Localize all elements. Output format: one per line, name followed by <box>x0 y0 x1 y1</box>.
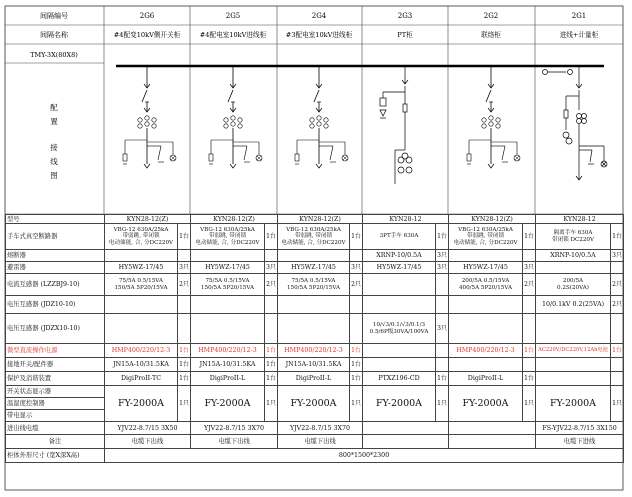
line: 75/5A 0.5/15VA <box>205 278 250 285</box>
cell-value <box>449 224 523 250</box>
cell-value <box>105 250 178 262</box>
row-label: 带电显示 <box>6 410 105 422</box>
column-code: 2G1 <box>571 12 587 20</box>
row-label: 接地开关/配件器 <box>6 358 105 372</box>
column-code: 2G6 <box>139 12 155 20</box>
cell-value <box>363 344 436 358</box>
cell-qty: 1台 <box>611 224 624 250</box>
cell-qty: 3只 <box>436 314 449 344</box>
row-label: 熔断器 <box>6 250 105 262</box>
row-label: 型号 <box>6 215 105 224</box>
line: 带弱跳, 带闭锁 <box>122 233 160 240</box>
column-name: 进线+计量柜 <box>559 31 599 39</box>
cell-value: FY-2000A <box>191 386 265 422</box>
table-row-model <box>6 215 624 224</box>
cell-qty: 1台 <box>265 344 278 358</box>
cell-value <box>449 314 523 344</box>
table-row-protection <box>6 372 624 386</box>
line: 电动储能, 合, 分DC220V <box>108 239 174 246</box>
line: VBG-12 630A/25kA <box>113 227 169 234</box>
cell-value: HY5WZ-17/45 <box>105 262 178 274</box>
line: 电动储能, 合, 分DC220V <box>453 239 518 246</box>
cell-value <box>449 250 523 262</box>
cell-value: 电缆下出线 <box>191 435 278 449</box>
cell-value: HMP400/220/12-3 <box>105 344 178 358</box>
table-row-size <box>6 449 624 463</box>
table-row-dc-power <box>6 344 624 358</box>
cell-value: KYN28-12(Z) <box>449 215 536 224</box>
cell-value: 800*1500*2300 <box>105 449 624 463</box>
diagram-label-char: 接 <box>50 143 58 152</box>
cell-value: DigiProII-L <box>449 372 523 386</box>
cell-value <box>191 274 265 296</box>
cell-qty: 2只 <box>350 274 363 296</box>
feeder-2G5 <box>209 66 262 168</box>
line: 隔离手车 630A <box>553 230 593 237</box>
cell-value: 电缆下出线 <box>105 435 191 449</box>
cell-qty <box>178 250 191 262</box>
row-label: 保护及消谐装置 <box>6 372 105 386</box>
cell-value: FY-2000A <box>536 386 611 422</box>
cell-value <box>536 372 611 386</box>
column-name: 联络柜 <box>481 31 501 39</box>
cell-qty: 1台 <box>523 344 536 358</box>
cell-value: KYN28-12(Z) <box>191 215 278 224</box>
cell-qty: 1台 <box>611 344 624 358</box>
line: 带弱跳, 带闭锁 <box>466 233 505 240</box>
cell-qty <box>523 250 536 262</box>
cell-qty <box>265 250 278 262</box>
cell-value: 10/0.1kV 0.2(25VA) <box>536 296 611 314</box>
cell-qty: 2只 <box>611 274 624 296</box>
row-label: 备注 <box>6 435 105 449</box>
cell-value <box>363 296 436 314</box>
cell-value <box>536 224 611 250</box>
cell-qty: 1台 <box>178 224 191 250</box>
cell-qty <box>436 274 449 296</box>
cell-value <box>191 296 265 314</box>
table-row-fuse <box>6 250 624 262</box>
column-name: #3配电室10kV进线柜 <box>285 31 353 39</box>
cell-qty <box>611 358 624 372</box>
cell-value: YJV22-8.7/15 3X70 <box>278 422 363 435</box>
cell-qty: 1台 <box>350 372 363 386</box>
cell-qty: 1台 <box>178 372 191 386</box>
column-code: 2G5 <box>225 12 241 20</box>
cell-value: HY5WZ-17/45 <box>191 262 265 274</box>
cell-qty <box>350 296 363 314</box>
cell-value <box>536 262 611 274</box>
cell-value <box>536 314 611 344</box>
table-row-ct <box>6 274 624 296</box>
line: 150/5A 5P20/15VA <box>114 284 168 291</box>
column-code: 2G3 <box>397 12 413 20</box>
line: VBG-12 630A/25kA <box>286 227 341 234</box>
line: 75/5A 0.5/15VA <box>119 278 163 285</box>
code-row-label: 间隔编号 <box>40 12 68 20</box>
cell-value <box>363 435 449 449</box>
diagram-label-char: 线 <box>50 157 58 166</box>
cell-value <box>278 296 350 314</box>
cell-value: AC220V/DC220V,12Ah电池 <box>536 344 611 358</box>
row-label: 避雷器 <box>6 262 105 274</box>
cell-value: 电缆下进线 <box>536 435 624 449</box>
cell-qty <box>523 358 536 372</box>
cell-value: FY-2000A <box>278 386 350 422</box>
feeder-2G6 <box>123 66 176 168</box>
cell-value <box>363 314 436 344</box>
row-label: 电压互感器 (JDZ10-10) <box>6 296 105 314</box>
cell-value: DigiProII-L <box>191 372 265 386</box>
cell-qty: 1台 <box>265 372 278 386</box>
diagram-label-char: 图 <box>50 171 58 180</box>
line: 150/5A 5P20/15VA <box>200 284 255 291</box>
cell-qty <box>436 358 449 372</box>
cell-value: YJV22-8.7/15 3X70 <box>191 422 278 435</box>
cell-qty <box>265 314 278 344</box>
line: VBG-12 630A/25kA <box>458 227 513 234</box>
cell-qty <box>265 296 278 314</box>
name-row-label: 间隔名称 <box>40 31 68 39</box>
cell-value <box>363 274 436 296</box>
equipment-spec-table <box>5 214 624 463</box>
cell-value: KYN28-12(Z) <box>278 215 363 224</box>
cell-qty: 1台 <box>178 344 191 358</box>
line: 0.2S(20VA) <box>557 284 589 291</box>
cell-value: XRNP-10/0.5A <box>363 250 436 262</box>
cell-value <box>449 358 523 372</box>
cell-value <box>278 250 350 262</box>
cell-value <box>191 314 265 344</box>
line: 75/5A 0.5/15VA <box>291 278 336 285</box>
cell-value <box>449 435 536 449</box>
cell-qty: 2只 <box>265 274 278 296</box>
diagram-label-char: 配 <box>50 103 58 112</box>
cell-qty: 1只 <box>611 386 624 422</box>
cell-value: 电缆下出线 <box>278 435 363 449</box>
cell-qty <box>178 314 191 344</box>
cell-value: HY5WZ-17/45 <box>363 262 436 274</box>
cell-value: PTXZ196-CD <box>363 372 436 386</box>
cell-value: KYN28-12(Z) <box>105 215 191 224</box>
cell-qty <box>523 314 536 344</box>
cell-value: JN15A-10/31.5KA <box>278 358 350 372</box>
cell-qty: 1只 <box>350 386 363 422</box>
cell-value <box>191 250 265 262</box>
incoming-feeder-2G1 <box>543 66 608 180</box>
cell-qty: 3只 <box>436 262 449 274</box>
cell-qty: 2只 <box>523 274 536 296</box>
cell-qty: 1只 <box>178 386 191 422</box>
line: 10/√3/0.1/√3/0.1/3 <box>372 322 426 329</box>
cell-qty <box>611 372 624 386</box>
cell-qty: 2只 <box>611 296 624 314</box>
cell-qty: 1台 <box>436 372 449 386</box>
cell-value <box>363 224 436 250</box>
table-row-status-display <box>6 386 624 398</box>
cell-qty: 1台 <box>523 372 536 386</box>
cell-value: YJV22-8.7/15 3X50 <box>105 422 191 435</box>
cell-qty: 2只 <box>178 274 191 296</box>
cell-value <box>105 224 178 250</box>
row-label: 电压互感器 (JDZX10-10) <box>6 314 105 344</box>
cell-qty: 3只 <box>265 262 278 274</box>
row-label: 开关状态显示器 <box>6 386 105 398</box>
cell-value <box>363 422 449 435</box>
cell-value <box>105 314 178 344</box>
cell-value <box>278 314 350 344</box>
row-label: 温湿度控制器 <box>6 398 105 410</box>
cell-value: JN15A-10/31.5KA <box>191 358 265 372</box>
column-code: 2G4 <box>311 12 327 20</box>
cell-qty <box>350 314 363 344</box>
cell-qty: 1台 <box>350 224 363 250</box>
row-label: 进出线电缆 <box>6 422 105 435</box>
line: 带闭锁 DC220V <box>551 236 595 243</box>
cell-value: KYN28-12 <box>536 215 624 224</box>
table-row-breaker <box>6 224 624 250</box>
cell-value: DigiProII-L <box>278 372 350 386</box>
line: 0.5/6P级30VA/100VA <box>369 328 429 335</box>
cell-value: HY5WZ-17/45 <box>278 262 350 274</box>
cell-value <box>105 296 178 314</box>
cell-value: HMP400/220/12-3 <box>191 344 265 358</box>
row-label: 微型直流操作电源 <box>6 344 105 358</box>
cell-value: FY-2000A <box>449 386 523 422</box>
line: 电动储能, 合, 分DC220V <box>195 239 260 246</box>
cell-value <box>278 224 350 250</box>
line: 电动储能, 合, 分DC220V <box>281 239 346 246</box>
table-row-vt2 <box>6 314 624 344</box>
cell-qty: 1台 <box>178 358 191 372</box>
cell-value: HY5WZ-17/45 <box>449 262 523 274</box>
line: 200/5A <box>562 278 584 285</box>
cell-value <box>449 274 523 296</box>
cell-value <box>363 358 436 372</box>
column-name: PT柜 <box>397 31 413 39</box>
cell-qty <box>523 296 536 314</box>
cell-qty: 1台 <box>265 358 278 372</box>
feeder-2G2 <box>467 66 520 168</box>
feeder-2G4 <box>295 66 348 168</box>
cell-value: JN15A-10/31.5KA <box>105 358 178 372</box>
cell-value: KYN28-12 <box>363 215 449 224</box>
row-label: 电流互感器 (LZZBJ9-10) <box>6 274 105 296</box>
line: 200/5A 0.5/15VA <box>461 278 510 285</box>
cell-qty: 1台 <box>523 224 536 250</box>
cell-value: HMP400/220/12-3 <box>278 344 350 358</box>
cell-qty: 1台 <box>265 224 278 250</box>
table-row-arrester <box>6 262 624 274</box>
table-row-earth-switch <box>6 358 624 372</box>
cell-value: XRNP-10/0.5A <box>536 250 611 262</box>
cell-value <box>191 224 265 250</box>
table-row-vt1 <box>6 296 624 314</box>
table-row-remark <box>6 435 624 449</box>
diagram-row-label <box>50 103 58 180</box>
row-label: 手车式真空断路器 <box>6 224 105 250</box>
cell-qty: 1台 <box>350 344 363 358</box>
line: 带弱跳, 带闭锁 <box>208 233 247 240</box>
table-row-cable <box>6 422 624 435</box>
cell-qty: 1台 <box>350 358 363 372</box>
cell-qty: 3只 <box>436 250 449 262</box>
cell-value: FS-YJV22-8.7/15 3X150 <box>536 422 624 435</box>
cell-qty: 1只 <box>265 386 278 422</box>
column-code: 2G2 <box>483 12 499 20</box>
cell-value <box>536 274 611 296</box>
diagram-label-char: 置 <box>50 117 58 126</box>
cell-qty: 1只 <box>436 386 449 422</box>
cell-value: HMP400/220/12-3 <box>449 344 523 358</box>
column-name: #4配变10kV侧开关柜 <box>113 31 181 39</box>
cell-value <box>449 422 536 435</box>
cell-value: FY-2000A <box>363 386 436 422</box>
line: 3PT手车 630A <box>379 233 419 240</box>
cell-qty <box>436 344 449 358</box>
row-label: 柜体外形尺寸 (宽X深X高) <box>6 449 105 463</box>
column-name: #4配电室10kV进线柜 <box>199 31 267 39</box>
cell-value <box>536 358 611 372</box>
bus-label: TMY-3X(80X8) <box>30 51 78 59</box>
cell-qty: 1只 <box>523 386 536 422</box>
line: 带弱跳, 带闭锁 <box>294 233 333 240</box>
line: 150/5A 5P20/15VA <box>286 284 341 291</box>
cell-value <box>449 296 523 314</box>
line: 400/5A 5P20/15VA <box>458 284 513 291</box>
pt-feeder-2G3 <box>380 66 412 184</box>
cell-qty: 3只 <box>611 250 624 262</box>
cell-qty: 3只 <box>523 262 536 274</box>
cell-qty <box>350 250 363 262</box>
cell-qty <box>611 262 624 274</box>
cell-value <box>278 274 350 296</box>
line: VBG-12 630A/25kA <box>200 227 255 234</box>
cell-qty: 3只 <box>350 262 363 274</box>
cell-value: FY-2000A <box>105 386 178 422</box>
cell-qty <box>178 296 191 314</box>
cell-value <box>105 274 178 296</box>
cell-qty <box>436 296 449 314</box>
cell-qty: 1台 <box>436 224 449 250</box>
cell-qty <box>611 314 624 344</box>
cell-value: DigiProII-TC <box>105 372 178 386</box>
cell-qty: 3只 <box>178 262 191 274</box>
